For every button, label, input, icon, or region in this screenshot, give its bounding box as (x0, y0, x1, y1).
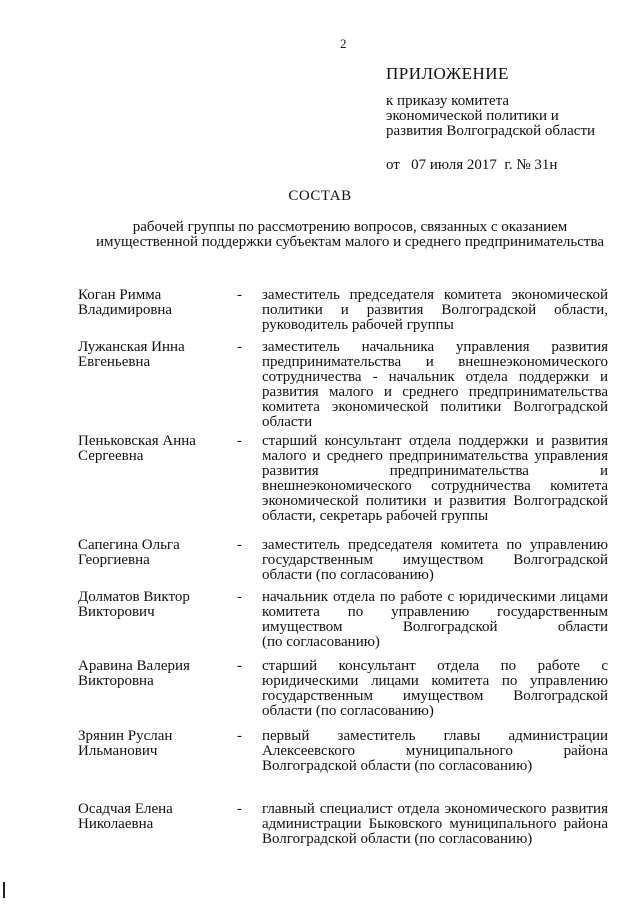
member-role-line: юридическими лицами комитета по управлению (262, 673, 608, 689)
member-name-line: Викторович (78, 604, 155, 620)
member-name (78, 729, 238, 759)
member-dash: - (237, 287, 242, 303)
member-role (262, 729, 608, 774)
member-name-line: Коган Римма (78, 287, 162, 303)
member-role (262, 340, 608, 430)
member-role-line: (по согласованию) (262, 634, 380, 650)
annex-line: развития Волгоградской области (386, 123, 596, 139)
member-role-line: Волгоградской области (по согласованию) (262, 831, 533, 847)
member-name (78, 802, 238, 832)
member-role-line: старший консультант отдела по работе с (262, 658, 608, 674)
margin-mark (3, 882, 5, 898)
member-name-line: Зрянин Руслан (78, 728, 173, 744)
member-role-line: комитета экономической политики Волгоградской (262, 399, 608, 415)
member-role-line: экономической политики и развития Волгоградской (262, 493, 608, 509)
member-role-line: области (262, 414, 313, 430)
member-name-line: Осадчая Елена (78, 801, 173, 817)
member-role (262, 802, 608, 847)
member-role-line: малого и среднего предпринимательства управления (262, 448, 608, 464)
member-dash: - (237, 658, 242, 674)
member-role-line: государственным имуществом Волгоградской (262, 552, 608, 568)
member-role-line: заместитель начальника управления развития (262, 339, 608, 355)
member-role-line: старший консультант отдела поддержки и развития (262, 433, 608, 449)
member-role-line: сотрудничества - начальник отдела поддержки и (262, 369, 608, 385)
document-title: СОСТАВ (288, 188, 352, 204)
subtitle-line: рабочей группы по рассмотрению вопросов, связанных с оказанием (132, 219, 568, 235)
member-name-line: Лужанская Инна (78, 339, 185, 355)
member-role-line: области, секретарь рабочей группы (262, 508, 489, 524)
member-role-line: области (по согласованию) (262, 567, 434, 583)
member-name (78, 340, 238, 370)
member-role-line: Волгоградской области (по согласованию) (262, 758, 533, 774)
member-role (262, 434, 608, 524)
member-role-line: начальник отдела по работе с юридическими лицами (262, 589, 608, 605)
member-name-line: Аравина Валерия (78, 658, 190, 674)
member-role-line: заместитель председателя комитета экономической (262, 287, 608, 303)
page-number: 2 (340, 36, 347, 51)
member-role (262, 590, 608, 650)
member-name-line: Владимировна (78, 302, 173, 318)
member-dash: - (237, 433, 242, 449)
member-role-line: имуществом Волгоградской области (262, 619, 608, 635)
member-role-line: главный специалист отдела экономического развития (262, 801, 608, 817)
member-role (262, 659, 608, 719)
member-name (78, 288, 238, 318)
member-role-line: государственным имуществом Волгоградской (262, 688, 608, 704)
member-role-line: предпринимательства и внешнеэкономического (262, 354, 608, 370)
member-name (78, 590, 238, 620)
annex-line: к приказу комитета (386, 93, 510, 109)
member-role-line: Алексеевского муниципального района (262, 743, 608, 759)
member-role (262, 288, 608, 333)
subtitle-line: имущественной поддержки субъектам малого и среднего предпринимательства (95, 234, 605, 250)
member-role-line: развития малого и среднего предпринимательства (262, 384, 608, 400)
member-role-line: первый заместитель главы администрации (262, 728, 608, 744)
member-name-line: Викторовна (78, 673, 154, 689)
member-role-line: области (по согласованию) (262, 703, 434, 719)
member-name (78, 434, 238, 464)
member-role (262, 538, 608, 583)
member-dash: - (237, 589, 242, 605)
member-dash: - (237, 728, 242, 744)
member-name-line: Сапегина Ольга (78, 537, 180, 553)
member-role-line: внешнеэкономического сотрудничества комитета (262, 478, 608, 494)
member-name-line: Сергеевна (78, 448, 144, 464)
member-name-line: Пеньковская Анна (78, 433, 196, 449)
member-role-line: комитета по управлению государственным (262, 604, 608, 620)
member-dash: - (237, 537, 242, 553)
member-role-line: политики и развития Волгоградской области, (262, 302, 608, 318)
member-name (78, 659, 238, 689)
member-role-line: руководитель рабочей группы (262, 317, 454, 333)
member-dash: - (237, 801, 242, 817)
member-name (78, 538, 238, 568)
member-dash: - (237, 339, 242, 355)
member-name-line: Долматов Виктор (78, 589, 190, 605)
member-name-line: Ильманович (78, 743, 158, 759)
member-name-line: Георгиевна (78, 552, 150, 568)
member-role-line: администрации Быковского муниципального района (262, 816, 608, 832)
annex-line: экономической политики и (386, 108, 559, 124)
member-name-line: Евгеньевна (78, 354, 151, 370)
member-role-line: развития предпринимательства и (262, 463, 608, 479)
member-name-line: Николаевна (78, 816, 154, 832)
member-role-line: заместитель председателя комитета по управлению (262, 537, 608, 553)
annex-title: ПРИЛОЖЕНИЕ (386, 64, 509, 83)
annex-date: от 07 июля 2017 г. № 31н (386, 157, 558, 173)
